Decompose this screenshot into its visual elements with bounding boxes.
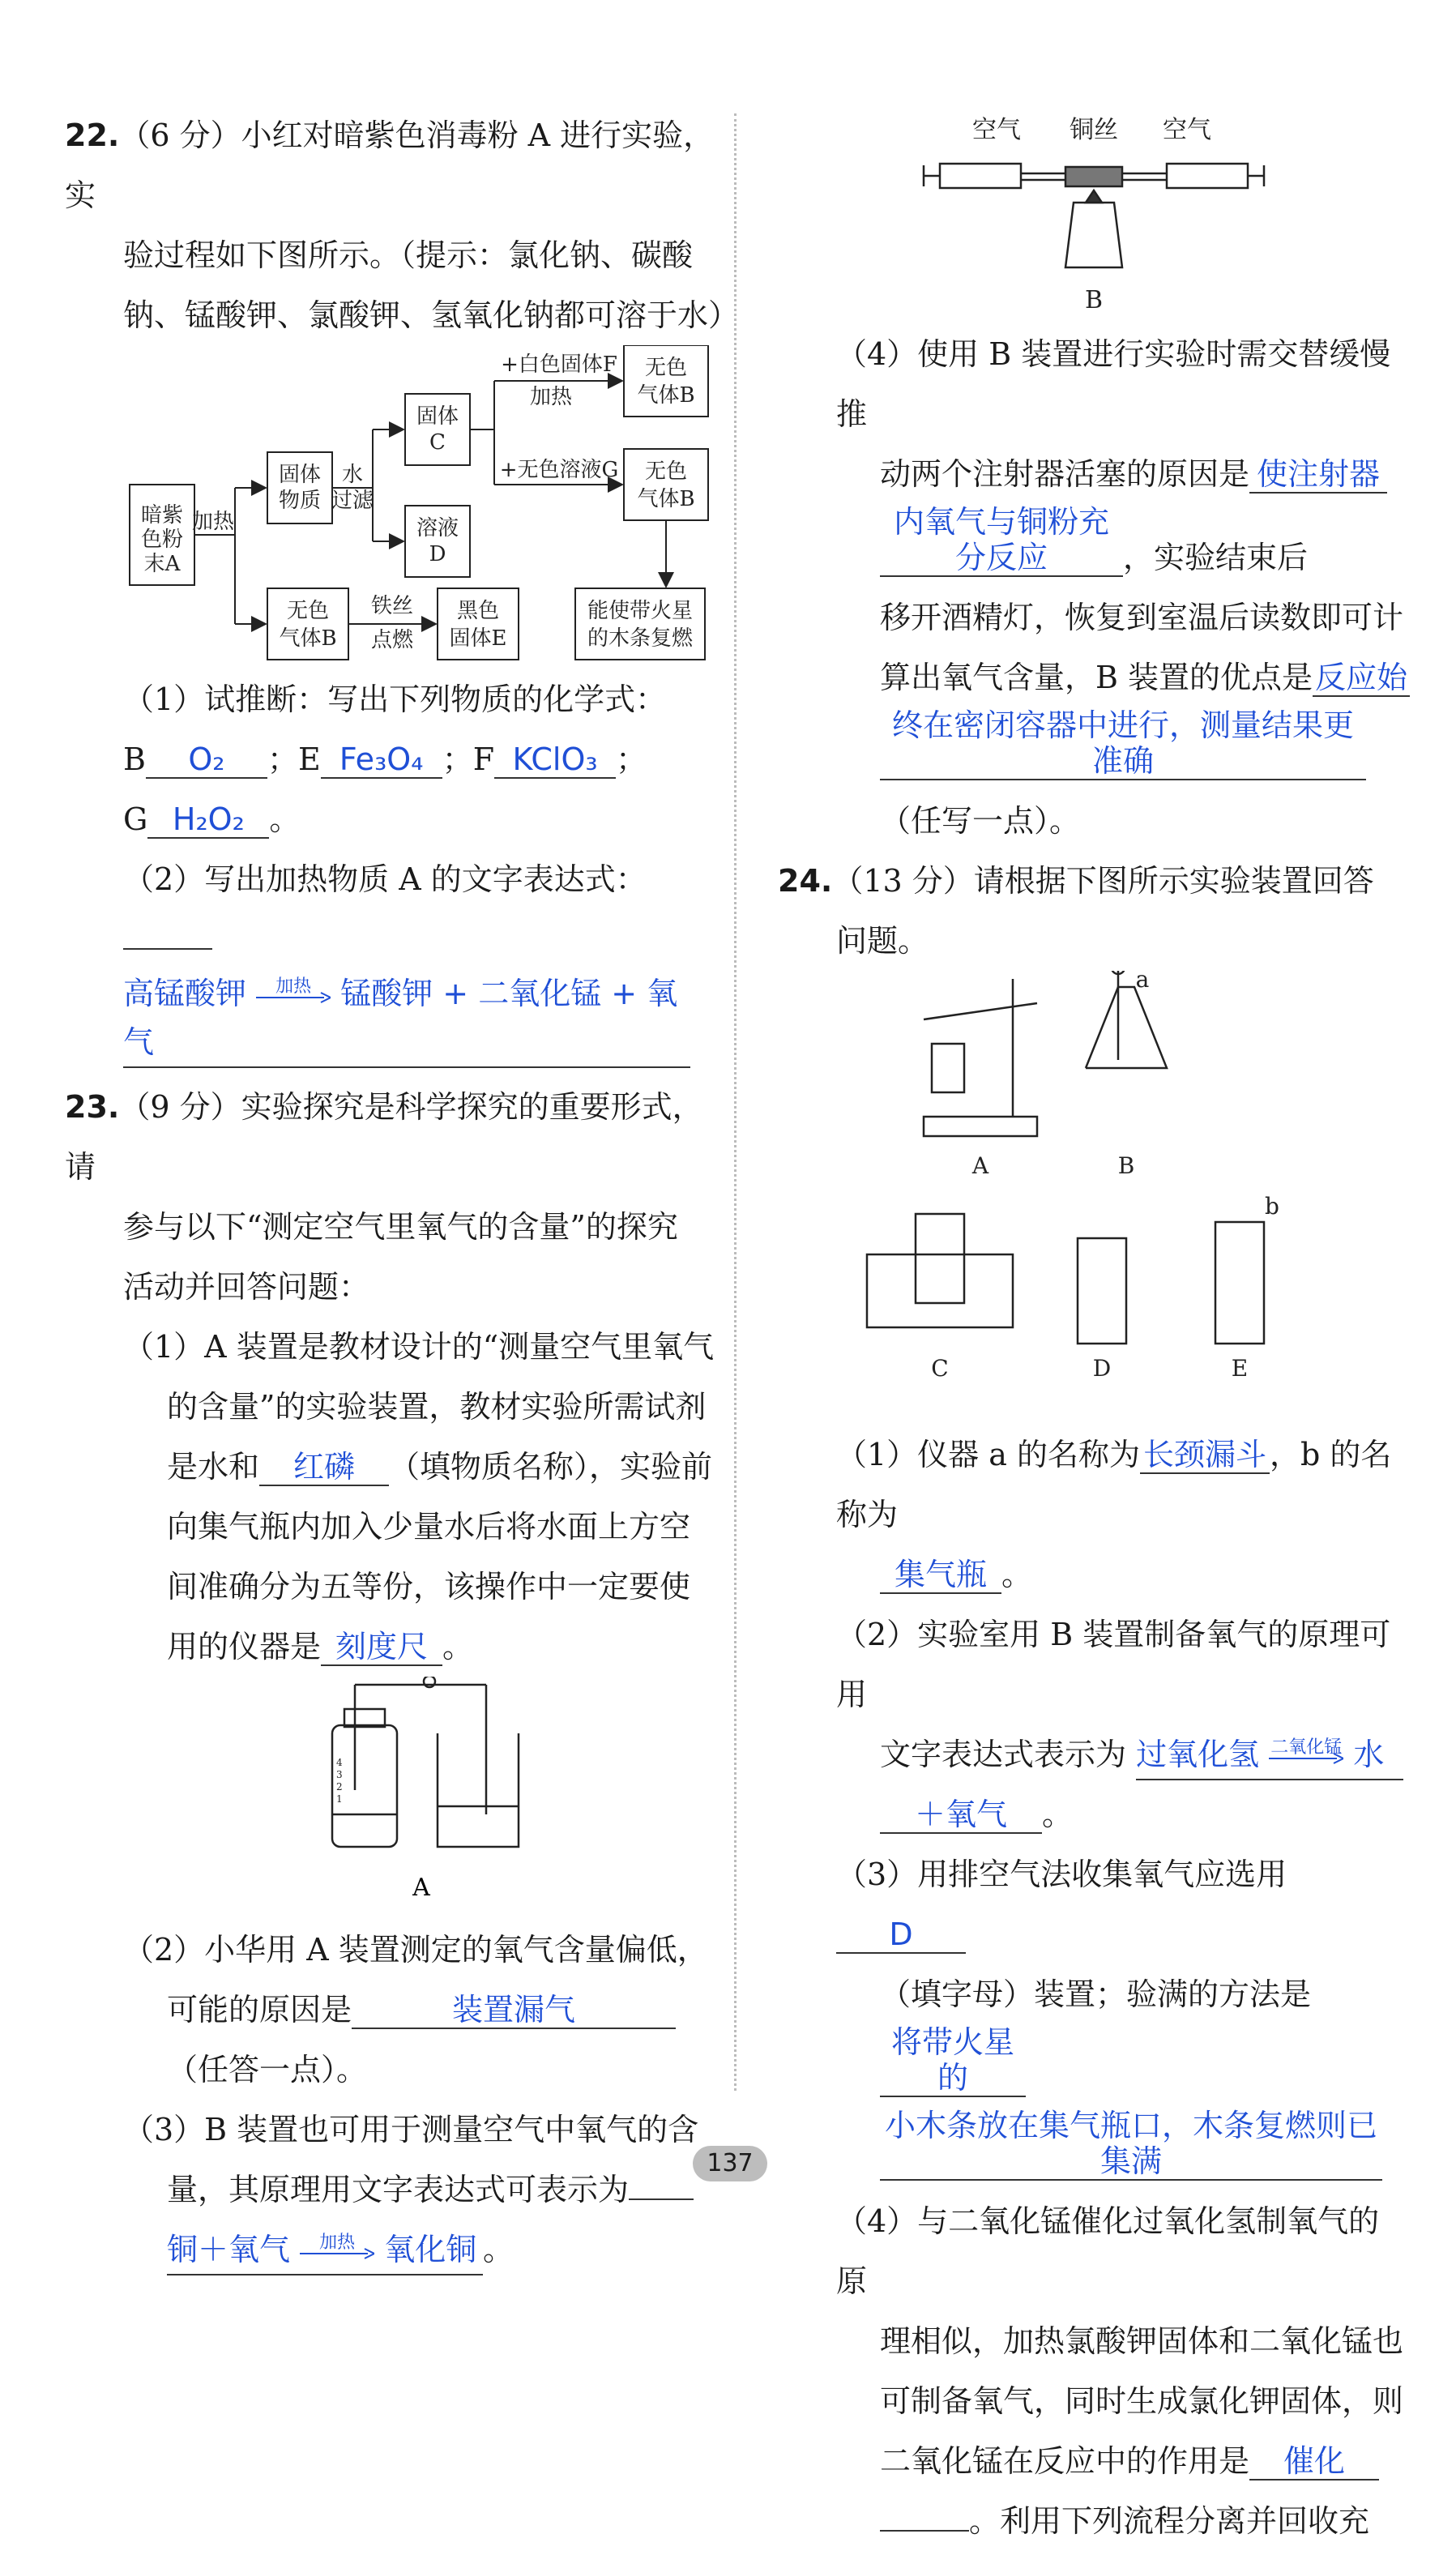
q22-flow-diagram <box>65 345 729 669</box>
node-b-mid-1: 无色 <box>644 459 688 484</box>
svg-text:B: B <box>1117 1152 1135 1179</box>
edge-water: 水 <box>341 463 364 487</box>
answer-check: 小木条放在集气瓶口，木条复燃则已集满 <box>880 2108 1382 2181</box>
q23-equation: 铜＋氧气 加热 氧化铜 。 <box>65 2220 729 2280</box>
edge-filter: 过滤 <box>331 489 374 513</box>
svg-text:铜丝: 铜丝 <box>1070 116 1118 144</box>
node-a-3: 末A <box>143 552 181 576</box>
q22-intro-3: 钠、锰酸钾、氯酸钾、氢氧化钠都可溶于水） <box>123 297 740 333</box>
answer-4-part4: 终在密闭容器中进行，测量结果更准确 <box>880 707 1366 780</box>
svg-text:b: b <box>1265 1193 1279 1220</box>
figure-a-apparatus <box>65 1677 729 1920</box>
answer-e: Fe₃O₄ <box>321 741 442 779</box>
edge-add-f: +白色固体F <box>501 353 617 377</box>
q22-answer-g: G H₂O₂ 。 <box>123 801 301 837</box>
answer-catalyst: 催化 <box>1249 2443 1379 2480</box>
edge-iron: 铁丝 <box>370 594 414 618</box>
answer-f: KClO₃ <box>494 741 616 779</box>
edge-ignite: 点燃 <box>370 628 414 652</box>
edge-add-g: +无色溶液G <box>499 458 619 482</box>
q22-part2: （2）写出加热物质 A 的文字表达式： <box>65 849 729 969</box>
answer-4-part1: 使注射器 <box>1249 456 1387 494</box>
svg-text:a: a <box>1135 971 1150 993</box>
node-b-top-2: 气体B <box>637 383 695 408</box>
answer-4-part3: 反应始 <box>1313 660 1410 697</box>
svg-text:4: 4 <box>336 1757 343 1768</box>
svg-text:1: 1 <box>336 1793 343 1805</box>
node-solid-1: 固体 <box>278 463 322 487</box>
answer-funnel: 长颈漏斗 <box>1140 1437 1270 1474</box>
q22-intro: 22.（6 分）小红对暗紫色消毒粉 A 进行实验，实 <box>65 118 715 213</box>
edge-add-f-heat: 加热 <box>529 385 573 409</box>
answer-ruler: 刻度尺 <box>321 1629 442 1666</box>
answer-leak: 装置漏气 <box>352 1992 676 2029</box>
q23-intro: 23.（9 分）实验探究是科学探究的重要形式，请 <box>65 1089 703 1185</box>
svg-text:空气: 空气 <box>972 116 1021 144</box>
node-b-bot-2: 气体B <box>279 626 337 651</box>
figure-b-apparatus <box>778 113 1410 324</box>
page-number: 137 <box>693 2146 767 2181</box>
svg-text:3: 3 <box>336 1769 343 1780</box>
node-b-top-1: 无色 <box>644 356 688 380</box>
node-a-1: 暗紫 <box>140 503 184 528</box>
q24-intro: 24.（13 分）请根据下图所示实验装置回答 <box>778 863 1374 899</box>
answer-d: D <box>836 1916 966 1954</box>
figure-a-label: A <box>412 1874 430 1902</box>
node-c-2: C <box>429 430 446 455</box>
node-b-mid-2: 气体B <box>637 487 695 511</box>
node-d-2: D <box>429 542 446 566</box>
svg-text:A: A <box>971 1152 989 1179</box>
node-e-2: 固体E <box>449 626 507 651</box>
node-relight-1: 能使带火星 <box>587 599 694 623</box>
answer-4-part2: 内氧气与铜粉充分反应 <box>880 504 1123 577</box>
answer-red-phosphorus: 红磷 <box>259 1449 389 1486</box>
left-column: 22.（6 分）小红对暗紫色消毒粉 A 进行实验，实 验过程如下图所示。（提示：氯化钠、碳酸 钠、锰酸钾、氯酸钾、氢氧化钠都可溶于水） 暗紫 色粉 末A 加热 固体 物质 水 过滤 固体 C 溶液 D +白色固体F 加热 +无色溶液G 无色 气体B 无色 气体B 无色 气体B 铁丝 点燃 黑色 固体E 能使带火星 的木条复燃 （1）试推断：写出下列物质的化学式： B O₂ ；E Fe₃O₄ ；F KClO₃ ； G H₂O₂ 。 （2）写出加热物质 A 的文字表达式： 高锰酸钾 加热 锰酸钾 + 二氧化锰 + 氧气 23.（9 分）实验探究是科学探究的重要形式，请 参与以下“测定空气里氧气的含量”的探究 活动并回答问题： （1）A 装置是教材设计的“测量空气里氧气 的含量”的实验装置，教材实验所需试剂 是水和 红磷 （填物质名称），实验前 向集气瓶内加入少量水后将水面上方空 间准确分为五等份，该操作中一定要使 用的仪器是 刻度尺 。 4 3 2 1 A （2）小华用 A 装置测定的氧气含量偏低， 可能的原因是 装置漏气 （任答一点）。 （3）B 装置也可用于测量空气中氧气的含 量，其原理用文字表达式可表示为 铜＋氧气 加热 氧化铜 。 <box>65 105 729 2280</box>
svg-text:E: E <box>1231 1355 1249 1382</box>
svg-text:2: 2 <box>336 1781 343 1793</box>
node-a-2: 色粉 <box>140 528 184 552</box>
node-e-1: 黑色 <box>456 599 500 623</box>
column-divider <box>734 113 737 2091</box>
svg-text:空气: 空气 <box>1163 116 1211 144</box>
figure-q24-apparatus <box>778 971 1410 1425</box>
node-c-1: 固体 <box>416 404 459 429</box>
q22-part1: （1）试推断：写出下列物质的化学式： <box>123 682 667 717</box>
q22-equation: 高锰酸钾 加热 锰酸钾 + 二氧化锰 + 氧气 <box>65 969 729 1072</box>
answer-gas-bottle: 集气瓶 <box>880 1557 1001 1594</box>
svg-text:C: C <box>931 1355 949 1382</box>
edge-heat: 加热 <box>191 510 235 534</box>
node-relight-2: 的木条复燃 <box>587 626 694 651</box>
answer-b: O₂ <box>146 741 267 779</box>
figure-b-label: B <box>1084 286 1104 314</box>
q22-answers-bef: B O₂ ；E Fe₃O₄ ；F KClO₃ ； <box>123 741 647 777</box>
answer-g: H₂O₂ <box>147 801 269 839</box>
svg-text:D: D <box>1092 1355 1112 1382</box>
node-d-1: 溶液 <box>416 516 459 541</box>
node-b-bot-1: 无色 <box>286 599 330 623</box>
right-column: 空气 铜丝 空气 B （4）使用 B 装置进行实验时需交替缓慢推 动两个注射器活塞的原因是 使注射器 内氧气与铜粉充分反应 ，实验结束后 移开酒精灯，恢复到室温后读数即可计 算出氧气含量，B 装置的优点是反应始 终在密闭容器中进行，测量结果更准确 （任写一点）。 24.（13 分）请根据下图所示实验装置回答 问题。 A B C D E a b （1）仪器 a 的名称为 长颈漏斗 ，b 的名称为 集气瓶 。 （2）实验室用 B 装置制备氧气的原理可用 文字表达式表示为 过氧化氢 二氧化锰 水 ＋氧气 。 （3）用排空气法收集氧气应选用D （填字母）装置；验满的方法是将带火星的 小木条放在集气瓶口，木条复燃则已集满 （4）与二氧化锰催化过氧化氢制氧气的原 理相似，加热氯酸钾固体和二氧化锰也 可制备氧气，同时生成氯化钾固体，则 二氧化锰在反应中的作用是 催化 。利用下列流程分离并回收充 <box>778 113 1410 2551</box>
q22-number: 22. <box>65 118 120 153</box>
q22-intro-2: 验过程如下图所示。（提示：氯化钠、碳酸 <box>123 237 694 273</box>
node-solid-2: 物质 <box>278 489 322 513</box>
